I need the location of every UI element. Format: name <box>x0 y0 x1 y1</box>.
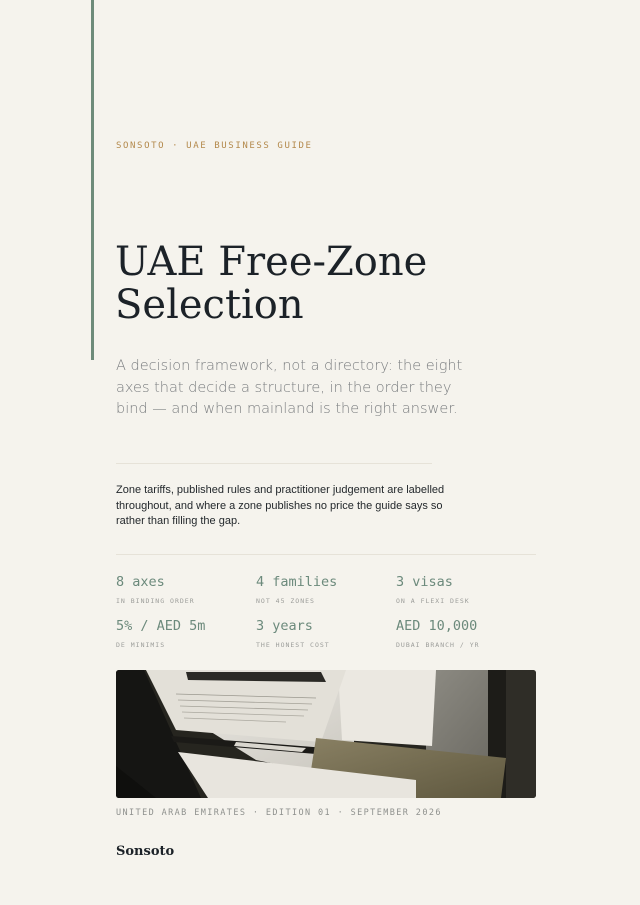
stat-label: NOT 45 ZONES <box>256 597 315 605</box>
stat-value: AED 10,000 <box>396 618 478 634</box>
key-figures <box>116 573 536 649</box>
brand-wordmark: Sonsoto <box>116 844 175 859</box>
divider <box>116 554 536 555</box>
page-title-line-2: Selection <box>115 282 304 328</box>
stat-label: IN BINDING ORDER <box>116 597 195 605</box>
sourcing-note: Zone tariffs, published rules and practitioner judgement are labelled throughout, and where a zone publishes no price the guide says so rather than filling the gap. <box>116 484 445 527</box>
stat-value: 3 years <box>256 618 313 634</box>
stat-label: ON A FLEXI DESK <box>396 597 470 605</box>
divider <box>116 463 432 464</box>
stat-families <box>256 573 396 605</box>
stat-de-minimis <box>116 617 256 649</box>
stat-label: THE HONEST COST <box>256 641 330 649</box>
documents-photo-illustration <box>116 670 536 798</box>
page-title <box>115 241 555 327</box>
stat-visas <box>396 573 536 605</box>
stat-axes <box>116 573 256 605</box>
page-title-line-1: UAE Free-Zone <box>115 239 428 285</box>
accent-rule <box>91 0 94 360</box>
stat-label: DE MINIMIS <box>116 641 166 649</box>
stat-value: 3 visas <box>396 574 453 590</box>
cover-photo <box>116 670 536 798</box>
stat-label: DUBAI BRANCH / YR <box>396 641 480 649</box>
stat-years <box>256 617 396 649</box>
edition-caption: UNITED ARAB EMIRATES · EDITION 01 · SEPTEMBER 2026 <box>116 808 442 818</box>
stat-value: 4 families <box>256 574 338 590</box>
stat-value: 5% / AED 5m <box>116 618 206 634</box>
kicker: SONSOTO · UAE BUSINESS GUIDE <box>116 141 313 151</box>
lede-paragraph: A decision framework, not a directory: the eight axes that decide a structure, in the order they bind — and when mainland is the right answer. <box>116 358 463 417</box>
stat-value: 8 axes <box>116 574 165 590</box>
stat-branch-cost <box>396 617 536 649</box>
